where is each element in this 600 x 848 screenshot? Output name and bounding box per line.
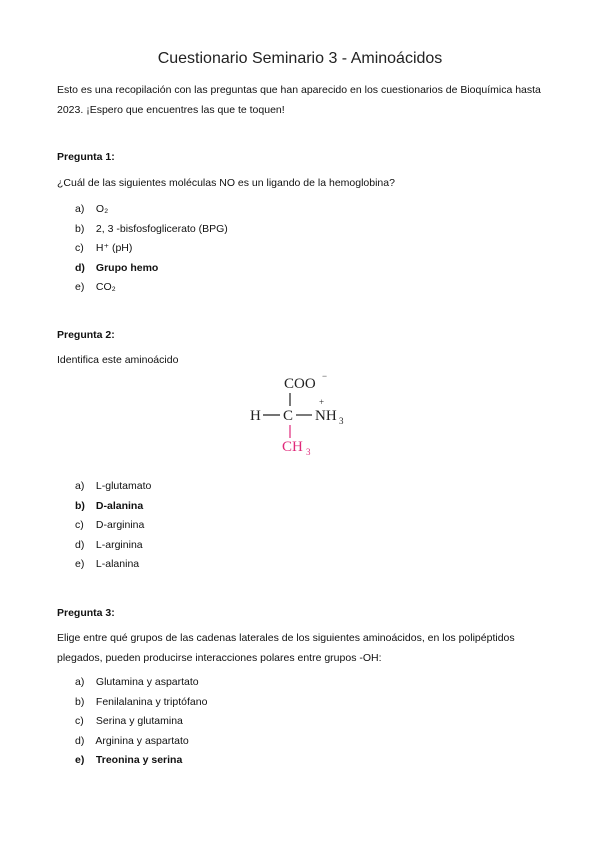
option-letter: d) (75, 734, 85, 747)
intro-paragraph: Esto es una recopilación con las preguntas que han aparecido en los cuestionarios de Bioquímica hasta 2023. ¡Espero que encuentres las que te toquen! (57, 84, 541, 116)
option-text: CO₂ (95, 281, 116, 293)
option-text: Glutamina y aspartato (95, 676, 199, 688)
option (75, 278, 228, 298)
option-letter: d) (75, 538, 85, 551)
question-1-text: ¿Cuál de las siguientes moléculas NO es un ligando de la hemoglobina? (57, 177, 395, 189)
question-1-options (75, 200, 228, 298)
hydrogen-atom: H (250, 408, 261, 424)
option-text: O₂ (95, 203, 109, 215)
amino-acid-structure (242, 366, 358, 462)
methyl-group: CH (282, 439, 303, 455)
option-letter: e) (75, 281, 85, 293)
question-2-text: Identifica este aminoácido (57, 354, 179, 366)
option (75, 239, 228, 259)
option-text: Serina y glutamina (95, 715, 183, 727)
option-correct (75, 259, 228, 279)
option-letter: b) (75, 695, 85, 708)
option-letter: c) (75, 242, 84, 254)
document-title: Cuestionario Seminario 3 - Aminoácidos (157, 50, 443, 67)
option (75, 200, 228, 220)
option-text: Arginina y aspartato (95, 734, 189, 747)
option-text: H⁺ (pH) (95, 242, 133, 254)
question-1-heading: Pregunta 1: (57, 151, 115, 163)
amino-charge: + (319, 397, 325, 407)
question-3-heading: Pregunta 3: (57, 607, 115, 619)
option (75, 712, 207, 732)
amino-group: NH (315, 408, 337, 424)
carboxylate-charge: − (322, 371, 328, 381)
question-2-options (75, 477, 151, 575)
option-letter: b) (75, 499, 85, 512)
option (75, 673, 207, 693)
option-correct (75, 751, 207, 771)
question-2-heading: Pregunta 2: (57, 329, 115, 341)
option-letter: c) (75, 715, 84, 727)
option-text: Grupo hemo (95, 261, 159, 274)
option-letter: b) (75, 222, 85, 235)
option-letter: a) (75, 203, 85, 215)
amino-subscript: 3 (339, 416, 344, 426)
option-letter: a) (75, 676, 85, 688)
question-3-options (75, 673, 207, 771)
option-text: Treonina y serina (95, 754, 183, 766)
option-letter: a) (75, 480, 85, 492)
option-text: D-arginina (95, 519, 145, 531)
option (75, 555, 151, 575)
option-text: 2, 3 -bisfosfoglicerato (BPG) (95, 222, 228, 235)
option-text: D-alanina (95, 499, 144, 512)
option-text: L-alanina (95, 558, 140, 570)
option (75, 220, 228, 240)
option-letter: c) (75, 519, 84, 531)
option-text: Fenilalanina y triptófano (95, 695, 208, 708)
option (75, 477, 151, 497)
option-text: L-arginina (95, 538, 143, 551)
option-text: L-glutamato (95, 480, 152, 492)
option-letter: d) (75, 261, 85, 274)
carboxylate-group: COO (284, 376, 316, 392)
option-letter: e) (75, 754, 85, 766)
alpha-carbon: C (283, 408, 294, 424)
option-correct (75, 497, 151, 517)
option (75, 693, 207, 713)
methyl-subscript: 3 (306, 447, 311, 457)
question-3-text: Elige entre qué grupos de las cadenas laterales de los siguientes aminoácidos, en los polipéptidos plegados, pueden producirse interacciones polares entre grupos -OH: (57, 632, 515, 664)
option (75, 732, 207, 752)
option (75, 536, 151, 556)
option (75, 516, 151, 536)
option-letter: e) (75, 558, 85, 570)
